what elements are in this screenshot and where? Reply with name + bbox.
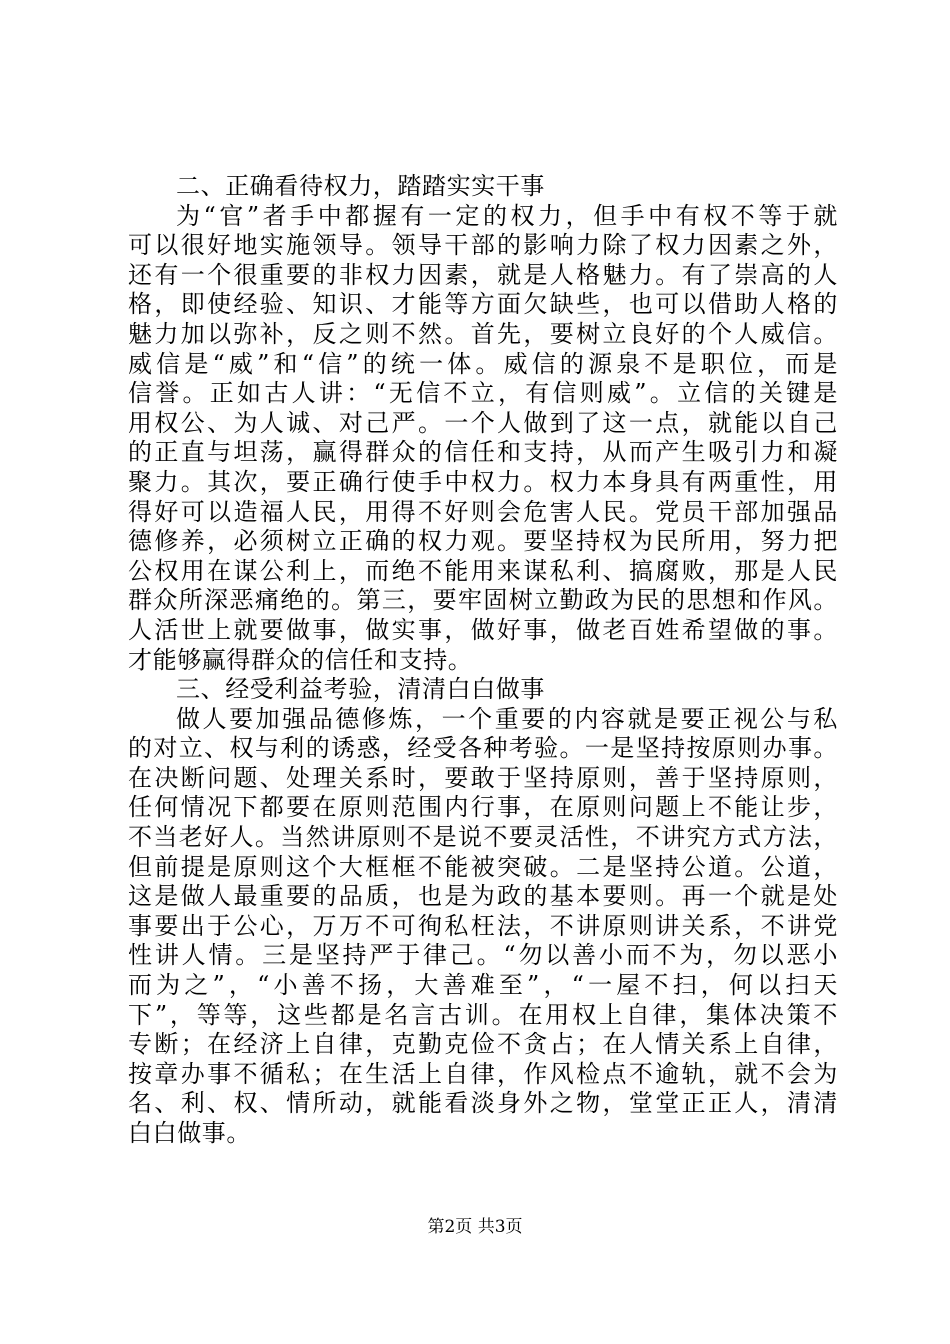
paragraph-line: 做人要加强品德修炼，一个重要的内容就是要正视公与私 xyxy=(176,704,838,733)
paragraph-line: 在决断问题、处理关系时，要敢于坚持原则，善于坚持原则， xyxy=(128,763,838,792)
paragraph-line: 为“官”者手中都握有一定的权力，但手中有权不等于就 xyxy=(176,201,838,230)
paragraph-line: 事要出于公心，万万不可徇私枉法，不讲原则讲关系，不讲党 xyxy=(128,911,838,940)
section-heading: 三、经受利益考验，清清白白做事 xyxy=(176,675,545,704)
paragraph-line: 而为之”，“小善不扬，大善难至”，“一屋不扫，何以扫天 xyxy=(128,971,838,1000)
paragraph-line: 名、利、权、情所动，就能看淡身外之物，堂堂正正人，清清 xyxy=(128,1089,838,1118)
paragraph-line: 的对立、权与利的诱惑，经受各种考验。一是坚持按原则办事。 xyxy=(128,734,838,763)
paragraph-line: 但前提是原则这个大框框不能被突破。二是坚持公道。公道， xyxy=(128,852,838,881)
paragraph-line: 威信是“威”和“信”的统一体。威信的源泉不是职位，而是 xyxy=(128,349,838,378)
paragraph-line: 得好可以造福人民，用得不好则会危害人民。党员干部加强品 xyxy=(128,497,838,526)
paragraph-line: 白白做事。 xyxy=(128,1119,251,1147)
paragraph-line: 任何情况下都要在原则范围内行事，在原则问题上不能让步， xyxy=(128,793,838,822)
paragraph-line: 德修养，必须树立正确的权力观。要坚持权为民所用，努力把 xyxy=(128,527,838,556)
paragraph-line: 性讲人情。三是坚持严于律己。“勿以善小而不为，勿以恶小 xyxy=(128,941,838,970)
paragraph-line: 群众所深恶痛绝的。第三，要牢固树立勤政为民的思想和作风。 xyxy=(128,586,838,615)
paragraph-line: 下”，等等，这些都是名言古训。在用权上自律，集体决策不 xyxy=(128,1000,838,1029)
paragraph-line: 用权公、为人诚、对己严。一个人做到了这一点，就能以自己 xyxy=(128,408,838,437)
paragraph-line: 这是做人最重要的品质，也是为政的基本要则。再一个就是处 xyxy=(128,882,838,911)
paragraph-line: 专断；在经济上自律，克勤克俭不贪占；在人情关系上自律， xyxy=(128,1030,838,1059)
paragraph-line: 的正直与坦荡，赢得群众的信任和支持，从而产生吸引力和凝 xyxy=(128,438,838,467)
paragraph-line: 还有一个很重要的非权力因素，就是人格魅力。有了崇高的人 xyxy=(128,260,838,289)
paragraph-line: 信誉。正如古人讲：“无信不立，有信则威”。立信的关键是 xyxy=(128,379,838,408)
paragraph-line: 人活世上就要做事，做实事，做好事，做老百姓希望做的事。 xyxy=(128,615,838,644)
paragraph-line: 格，即使经验、知识、才能等方面欠缺些，也可以借助人格的 xyxy=(128,290,838,319)
document-body xyxy=(128,172,838,1149)
paragraph-line: 按章办事不循私；在生活上自律，作风检点不逾轨，就不会为 xyxy=(128,1059,838,1088)
section-heading: 二、正确看待权力，踏踏实实干事 xyxy=(176,172,545,200)
paragraph-line: 魅力加以弥补，反之则不然。首先，要树立良好的个人威信。 xyxy=(128,319,838,348)
paragraph-line: 公权用在谋公利上，而绝不能用来谋私利、搞腐败，那是人民 xyxy=(128,556,838,585)
page-number-footer: 第2页 共3页 xyxy=(427,1217,523,1237)
paragraph-line: 可以很好地实施领导。领导干部的影响力除了权力因素之外， xyxy=(128,231,838,260)
paragraph-line: 不当老好人。当然讲原则不是说不要灵活性，不讲究方式方法， xyxy=(128,823,838,852)
paragraph-line: 聚力。其次，要正确行使手中权力。权力本身具有两重性，用 xyxy=(128,467,838,496)
paragraph-line: 才能够赢得群众的信任和支持。 xyxy=(128,645,473,674)
